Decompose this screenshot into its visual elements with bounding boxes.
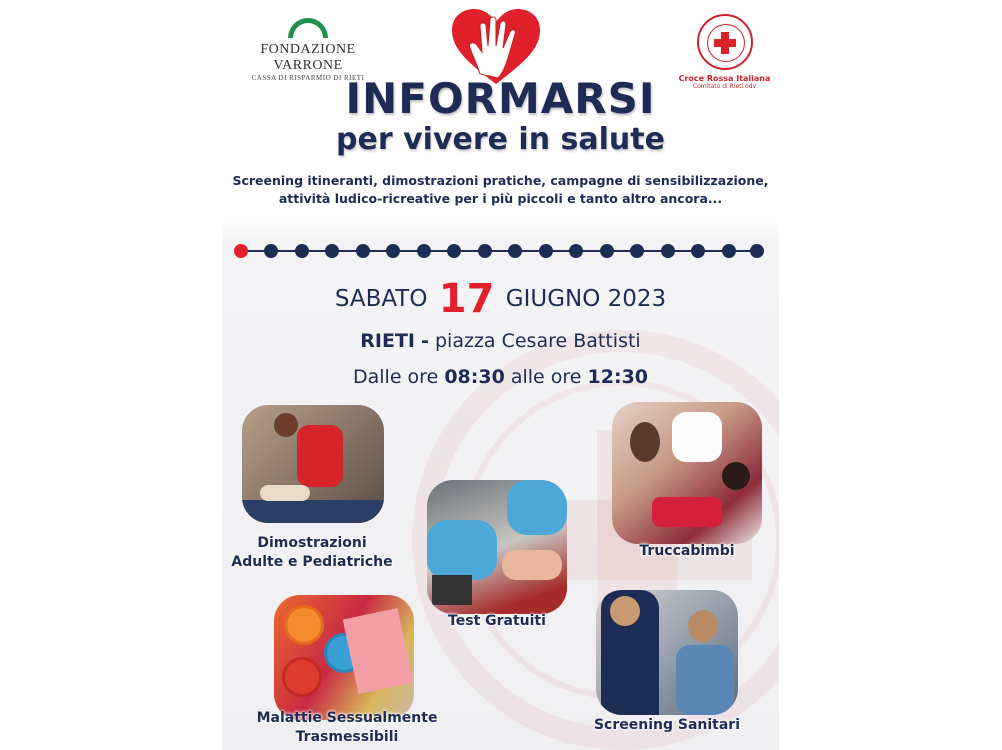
arch-icon — [288, 18, 328, 38]
event-date: SABATO 17 GIUGNO 2023 — [334, 276, 667, 322]
caption-screening: Screening Sanitari — [593, 717, 741, 733]
event-location: RIETI - piazza Cesare Battisti — [360, 330, 641, 352]
photo-cpr-demonstration — [242, 405, 384, 523]
croce-rossa-logo: Croce Rossa Italiana Comitato di Rieti odv — [677, 14, 772, 90]
event-day: 17 — [438, 276, 495, 322]
event-poster — [222, 0, 779, 750]
event-description: Screening itineranti, dimostrazioni pratiche, campagne di sensibilizzazione, attività ludico-ricreative per i più piccoli e tanto altro ancora... — [232, 173, 769, 206]
photo-health-screening — [596, 590, 738, 715]
photo-blood-test — [427, 480, 567, 614]
photo-condoms — [274, 595, 414, 720]
red-cross-emblem-icon — [697, 14, 753, 70]
page-title: INFORMARSI — [345, 74, 656, 123]
caption-malattie: Malattie Sessualmente Trasmessibili — [256, 710, 438, 745]
caption-truccabimbi: Truccabimbi — [639, 543, 735, 559]
caption-test-gratuiti: Test Gratuiti — [448, 613, 546, 629]
photo-face-painting — [612, 402, 762, 544]
fondazione-varrone-logo: FONDAZIONE VARRONE CASSA DI RISPARMIO DI RIETI — [228, 18, 388, 82]
dotted-divider — [234, 244, 764, 258]
page-subtitle: per vivere in salute — [336, 122, 665, 157]
event-time: Dalle ore 08:30 alle ore 12:30 — [352, 366, 649, 388]
caption-dimostrazioni: Dimostrazioni Adulte e Pediatriche — [231, 535, 393, 570]
